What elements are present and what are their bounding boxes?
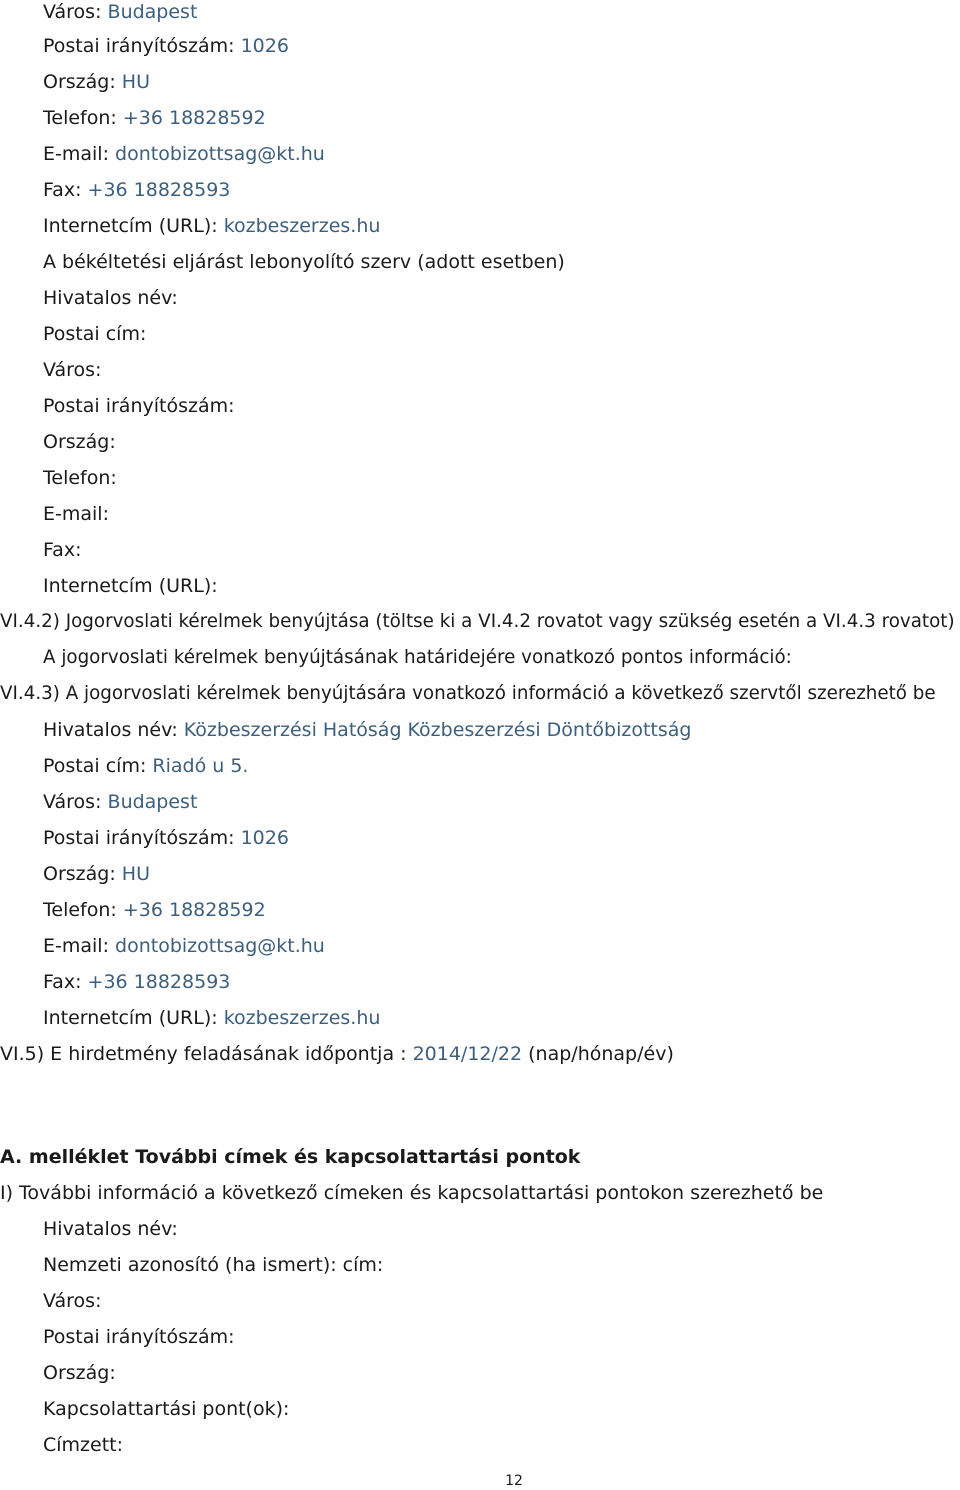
vi5-date: 2014/12/22 bbox=[412, 1043, 523, 1065]
mediation-varos: Város: bbox=[43, 359, 102, 381]
mediation-telefon: Telefon: bbox=[43, 467, 117, 489]
block1-telefon: Telefon: +36 18828592 bbox=[43, 107, 266, 129]
vi43-fax-value: +36 18828593 bbox=[87, 971, 231, 993]
annex-varos: Város: bbox=[43, 1290, 102, 1312]
block1-email: E-mail: dontobizottsag@kt.hu bbox=[43, 143, 325, 165]
block1-url-value: kozbeszerzes.hu bbox=[223, 215, 381, 237]
annex-kapcsolattartasi: Kapcsolattartási pont(ok): bbox=[43, 1398, 290, 1420]
vi43-url: Internetcím (URL): kozbeszerzes.hu bbox=[43, 1007, 381, 1029]
page-number: 12 bbox=[505, 1473, 523, 1489]
vi43-telefon-value: +36 18828592 bbox=[122, 899, 266, 921]
mediation-irsz: Postai irányítószám: bbox=[43, 395, 235, 417]
vi43-irsz: Postai irányítószám: 1026 bbox=[43, 827, 289, 849]
vi43-cim: Postai cím: Riadó u 5. bbox=[43, 755, 249, 777]
vi42-text: A jogorvoslati kérelmek benyújtásának határidejére vonatkozó pontos információ: bbox=[43, 647, 792, 668]
vi43-fax: Fax: +36 18828593 bbox=[43, 971, 231, 993]
block1-orszag-value: HU bbox=[121, 71, 150, 93]
block1-fax: Fax: +36 18828593 bbox=[43, 179, 231, 201]
vi43-email: E-mail: dontobizottsag@kt.hu bbox=[43, 935, 325, 957]
vi43-orszag: Ország: HU bbox=[43, 863, 150, 885]
mediation-postai-cim: Postai cím: bbox=[43, 323, 147, 345]
vi43-irsz-value: 1026 bbox=[240, 827, 289, 849]
vi43-varos-value: Budapest bbox=[107, 791, 198, 813]
block1-irsz-value: 1026 bbox=[240, 35, 289, 57]
block1-irsz: Postai irányítószám: 1026 bbox=[43, 35, 289, 57]
block1-telefon-value: +36 18828592 bbox=[122, 107, 266, 129]
mediation-email: E-mail: bbox=[43, 503, 109, 525]
mediation-url: Internetcím (URL): bbox=[43, 575, 218, 597]
mediation-hivatalos-nev: Hivatalos név: bbox=[43, 287, 178, 309]
vi43-email-value: dontobizottsag@kt.hu bbox=[115, 935, 325, 957]
mediation-heading: A békéltetési eljárást lebonyolító szerv (adott esetben) bbox=[43, 251, 565, 273]
annex-orszag: Ország: bbox=[43, 1362, 116, 1384]
vi43-url-value: kozbeszerzes.hu bbox=[223, 1007, 381, 1029]
vi5-label: VI.5) E hirdetmény feladásának időpontja : bbox=[0, 1043, 407, 1065]
block1-fax-value: +36 18828593 bbox=[87, 179, 231, 201]
mediation-fax: Fax: bbox=[43, 539, 82, 561]
vi43-nev-value: Közbeszerzési Hatóság Közbeszerzési Döntőbizottság bbox=[183, 719, 692, 741]
vi42-heading: VI.4.2) Jogorvoslati kérelmek benyújtása (töltse ki a VI.4.2 rovatot vagy szükség esetén a VI.4.3 rovatot) bbox=[0, 611, 955, 632]
annex-nemzeti-azonosito: Nemzeti azonosító (ha ismert): cím: bbox=[43, 1254, 384, 1276]
annex-title: A. melléklet További címek és kapcsolattartási pontok bbox=[0, 1146, 581, 1168]
vi43-heading: VI.4.3) A jogorvoslati kérelmek benyújtására vonatkozó információ a következő szervtől szerezhető be bbox=[0, 683, 936, 704]
block1-orszag: Ország: HU bbox=[43, 71, 150, 93]
block1-varos-value: Budapest bbox=[107, 1, 198, 23]
block1-url: Internetcím (URL): kozbeszerzes.hu bbox=[43, 215, 381, 237]
vi43-telefon: Telefon: +36 18828592 bbox=[43, 899, 266, 921]
vi5-date-line bbox=[0, 1042, 674, 1066]
block1-varos: Város: Budapest bbox=[43, 1, 198, 23]
vi43-nev: Hivatalos név: Közbeszerzési Hatóság Közbeszerzési Döntőbizottság bbox=[43, 719, 692, 741]
mediation-orszag: Ország: bbox=[43, 431, 116, 453]
block1-email-value: dontobizottsag@kt.hu bbox=[115, 143, 325, 165]
annex-section-i: I) További információ a következő címeken és kapcsolattartási pontokon szerezhető be bbox=[0, 1182, 824, 1204]
vi43-cim-value: Riadó u 5. bbox=[152, 755, 249, 777]
vi43-orszag-value: HU bbox=[121, 863, 150, 885]
annex-cimzett: Címzett: bbox=[43, 1434, 124, 1456]
annex-irsz: Postai irányítószám: bbox=[43, 1326, 235, 1348]
annex-hivatalos-nev: Hivatalos név: bbox=[43, 1218, 178, 1240]
vi5-format: (nap/hónap/év) bbox=[528, 1043, 674, 1065]
vi43-varos: Város: Budapest bbox=[43, 791, 198, 813]
